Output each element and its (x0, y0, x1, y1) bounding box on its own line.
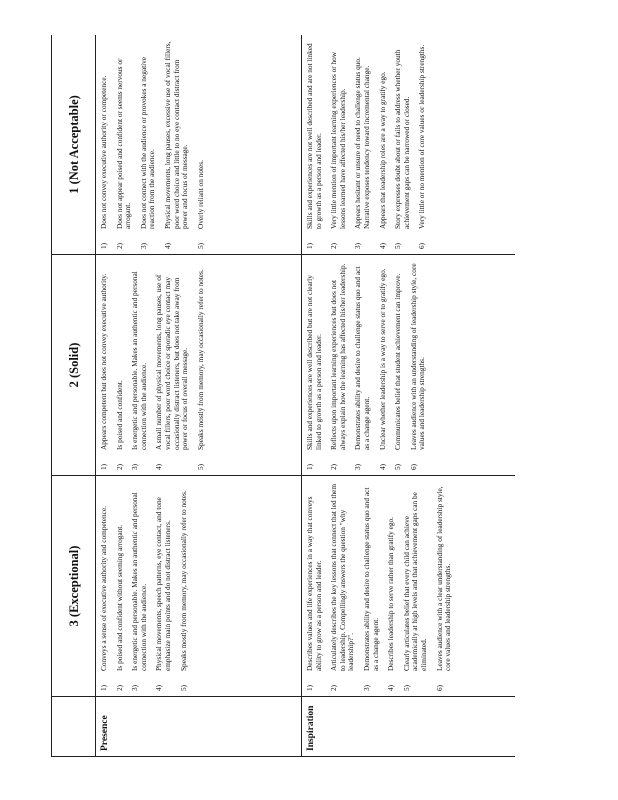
criteria-text: Describes values and life experiences in a way that conveys ability to grow as a person and leader. (305, 496, 323, 671)
criteria-text: Skills and experiences are not well described and are not linked to growth as a person and leader. (305, 43, 323, 229)
criteria-text: Is poised and confident without seeming arrogant. (114, 524, 124, 671)
inspiration-solid-cell (302, 255, 516, 476)
criteria-number: 5) (195, 242, 205, 249)
criteria-number: 5) (178, 684, 188, 691)
criteria-item (330, 481, 356, 691)
rubric-page (51, 35, 515, 757)
criteria-item (131, 260, 148, 470)
criteria-text: Overly reliant on notes. (195, 160, 205, 229)
criteria-number: 1) (99, 242, 108, 249)
criteria-number: 1) (99, 463, 108, 470)
criteria-item (379, 40, 388, 249)
criteria-number: 3) (353, 463, 363, 470)
criteria-text: Clearly articulates belief that every child can achieve academically at high levels and that achievement gaps can be eliminated. (401, 492, 429, 671)
criteria-item (394, 260, 403, 470)
criteria-number: 2) (329, 463, 339, 470)
criteria-item (394, 40, 411, 249)
header-corner-cell (52, 697, 96, 757)
criteria-item (306, 40, 323, 249)
criteria-number: 5) (195, 463, 205, 470)
criteria-item (116, 260, 125, 470)
category-inspiration: Inspiration (302, 697, 516, 757)
criteria-item (436, 481, 453, 691)
criteria-item (330, 40, 347, 249)
criteria-item (410, 260, 427, 470)
category-presence: Presence (96, 697, 302, 757)
criteria-list (306, 260, 427, 470)
presence-exceptional-cell (96, 476, 302, 697)
criteria-item (116, 481, 125, 691)
criteria-number: 3) (353, 242, 363, 249)
criteria-item (306, 260, 323, 470)
criteria-text: Very little or no mention of core values or leadership strengths. (417, 44, 427, 229)
criteria-text: Does not appear poised and confident or seems nervous or arrogant. (114, 58, 133, 229)
criteria-list (306, 40, 427, 249)
criteria-item (306, 481, 323, 691)
criteria-list (100, 260, 205, 470)
criteria-number: 6) (417, 242, 427, 249)
criteria-text: Communicates belief that student achievement can improve. (393, 273, 403, 450)
criteria-item (197, 260, 206, 470)
criteria-number: 2) (329, 684, 339, 691)
criteria-number: 5) (401, 684, 411, 691)
header-not-acceptable: 1 (Not Acceptable) (52, 35, 96, 255)
criteria-item (155, 481, 172, 691)
criteria-number: 4) (154, 684, 164, 691)
criteria-item (354, 40, 371, 249)
criteria-item (330, 260, 347, 470)
criteria-number: 2) (329, 242, 339, 249)
rotated-page (51, 35, 515, 757)
criteria-number: 4) (386, 684, 396, 691)
criteria-text: Appears hesitant or unsure of need to challenge status quo. Narrative exposes tendency toward incremental change. (353, 57, 372, 229)
criteria-text: Demonstrates ability and desire to challenge status quo and act as a change agent. (362, 487, 380, 671)
criteria-number: 1) (305, 684, 314, 691)
criteria-number: 2) (114, 684, 124, 691)
criteria-text: Appears competent but does not convey executive authority. (99, 273, 108, 450)
criteria-number: 5) (393, 463, 403, 470)
criteria-item (164, 40, 190, 249)
criteria-item (197, 40, 206, 249)
criteria-text: Articulately describes the key lessons that connect that led them to leadership. Compellingly answers the question "why leadership?". (329, 483, 356, 671)
criteria-text: Story expresses doubt about or fails to address whether youth achievement gaps can be narrowed or closed. (393, 49, 411, 229)
criteria-text: Does not connect with the audience or provokes a negative reaction from the audience. (138, 56, 157, 229)
header-row (52, 35, 96, 757)
criteria-number: 3) (362, 684, 372, 691)
rubric-table (51, 35, 515, 757)
criteria-item (363, 481, 380, 691)
criteria-text: Conveys a sense of executive authority and competence. (99, 506, 108, 671)
criteria-number: 1) (305, 242, 314, 249)
criteria-text: Skills and experiences are well described but are not clearly linked to growth as a person and leader. (305, 275, 323, 450)
criteria-number: 6) (408, 463, 418, 470)
criteria-number: 3) (138, 242, 148, 249)
presence-row (96, 35, 302, 757)
criteria-item (131, 481, 148, 691)
criteria-text: Demonstrates ability and desire to challenge status quo and act as a change agent. (353, 266, 372, 450)
criteria-item (100, 40, 109, 249)
criteria-text: Physical movements, speech patterns, eye contact, and tone emphasize main points and do not distract listeners. (154, 497, 173, 671)
criteria-text: Physical movements, long pauses, excessive use of vocal fillers, poor word choice and little to no eye contact distract from power and focus of message. (163, 41, 190, 229)
header-solid: 2 (Solid) (52, 255, 96, 476)
criteria-text: A small number of physical movements, long pauses, use of vocal fillers, poor word choice or sporadic eye contact may occasionally distract listeners, but does not take away from power or focus of overall message. (154, 274, 190, 450)
criteria-item (379, 260, 388, 470)
criteria-text: Speaks mostly from memory, may occasionally refer to notes. (178, 490, 188, 671)
criteria-text: Leaves audience with an understanding of leadership style, core values and leadership strengths. (408, 263, 427, 450)
criteria-item (140, 40, 157, 249)
criteria-text: Reflects upon important learning experiences but does not always explain how the learning has affected his/her leadership. (329, 263, 347, 450)
criteria-number: 4) (377, 242, 387, 249)
criteria-number: 4) (154, 463, 164, 470)
criteria-text: Appears that leadership roles are a way to gratify ego. (377, 71, 387, 229)
criteria-text: Describes leadership to serve rather than gratify ego. (386, 517, 396, 671)
criteria-number: 6) (434, 684, 444, 691)
criteria-text: Speaks mostly from memory, may occasionally refer to notes. (195, 269, 205, 450)
criteria-text: Leaves audience with a clear understanding of leadership style, core values and leadership strengths. (434, 486, 453, 671)
inspiration-row (302, 35, 516, 757)
criteria-item (387, 481, 396, 691)
criteria-number: 5) (393, 242, 403, 249)
criteria-number: 3) (130, 684, 140, 691)
criteria-number: 2) (114, 242, 124, 249)
criteria-number: 1) (305, 463, 314, 470)
criteria-item (403, 481, 429, 691)
criteria-list (100, 40, 205, 249)
criteria-item (100, 260, 109, 470)
criteria-item (418, 40, 427, 249)
criteria-item (116, 40, 133, 249)
criteria-number: 1) (99, 684, 108, 691)
criteria-item (354, 260, 371, 470)
criteria-number: 2) (114, 463, 124, 470)
criteria-item (100, 481, 109, 691)
criteria-number: 4) (163, 242, 173, 249)
criteria-item (155, 260, 189, 470)
criteria-number: 4) (377, 463, 387, 470)
criteria-text: Is energetic and personable. Makes an authentic and personal connection with the audience. (130, 271, 148, 450)
criteria-list (306, 481, 453, 691)
inspiration-not-acceptable-cell (302, 35, 516, 255)
presence-not-acceptable-cell (96, 35, 302, 255)
header-exceptional: 3 (Exceptional) (52, 476, 96, 697)
criteria-text: Does not convey executive authority or competence. (99, 75, 108, 229)
inspiration-exceptional-cell (302, 476, 516, 697)
criteria-text: Very little mention of important learning experiences or how lessons learned have affected his/her leadership. (329, 51, 347, 229)
criteria-text: Unclear whether leadership is a way to serve or to gratify ego. (377, 268, 387, 450)
criteria-text: Is poised and confident. (114, 380, 124, 450)
criteria-list (100, 481, 188, 691)
criteria-text: Is energetic and personable. Makes an authentic and personal connection with the audience. (130, 492, 148, 671)
criteria-number: 3) (130, 463, 140, 470)
presence-solid-cell (96, 255, 302, 476)
criteria-item (180, 481, 189, 691)
